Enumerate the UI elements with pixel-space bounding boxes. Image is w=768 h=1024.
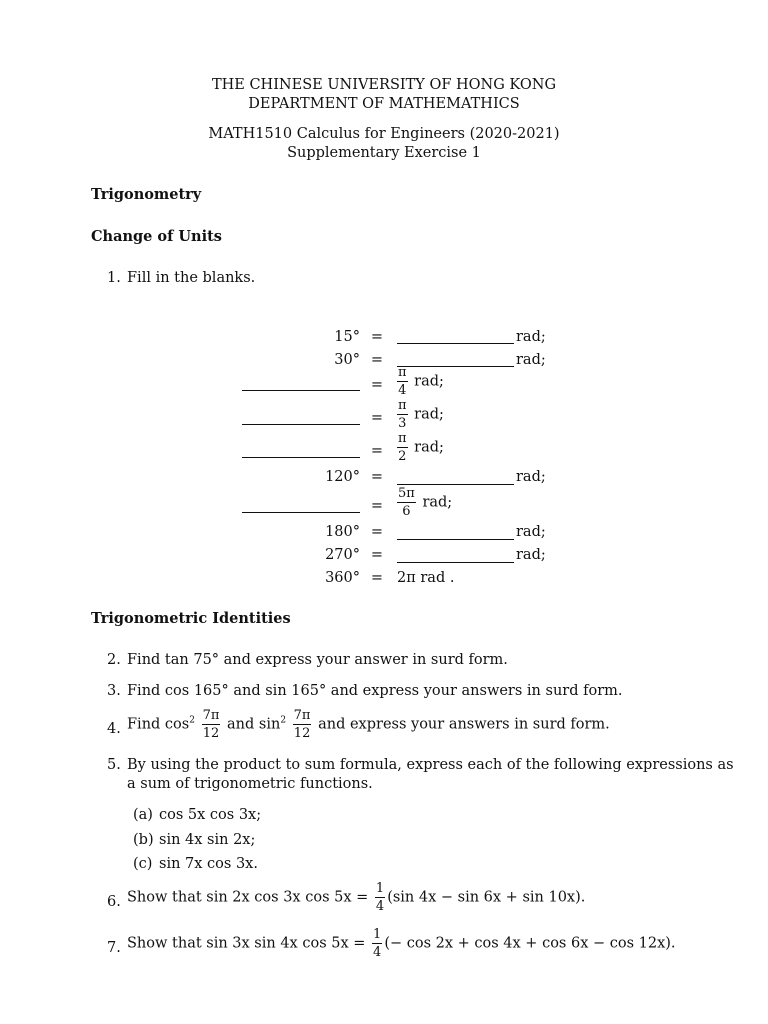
unit-label: rad; xyxy=(516,524,546,540)
unit-label: rad; xyxy=(516,329,546,345)
part-label: (b) xyxy=(133,832,154,848)
question-text: By using the product to sum formula, express each of the following expressions as xyxy=(127,757,734,773)
equals-sign: = xyxy=(370,377,384,393)
identity-lhs: Show that sin 3x sin 4x cos 5x = xyxy=(127,935,366,952)
exercise-title: Supplementary Exercise 1 xyxy=(287,145,481,161)
degree-value: 360° xyxy=(325,570,360,586)
identity-rhs: (sin 4x − sin 6x + sin 10x). xyxy=(387,889,586,906)
question-text: Find cos 165° and sin 165° and express your answers in surd form. xyxy=(127,683,623,699)
equals-sign: = xyxy=(370,469,384,485)
answer-blank[interactable] xyxy=(242,424,360,425)
radian-answer: 2π rad . xyxy=(397,570,455,586)
equals-sign: = xyxy=(370,498,384,514)
answer-blank[interactable] xyxy=(242,512,360,513)
section-trigonometry: Trigonometry xyxy=(91,186,202,203)
fraction-denominator: 4 xyxy=(375,899,385,914)
question-text: a sum of trigonometric functions. xyxy=(127,776,373,792)
unit-label: rad; xyxy=(516,469,546,485)
question-number: 6. xyxy=(107,894,121,910)
fraction-denominator: 12 xyxy=(202,726,220,741)
section-change-of-units: Change of Units xyxy=(91,228,222,245)
equals-sign: = xyxy=(370,524,384,540)
unit-label: rad; xyxy=(414,439,444,456)
question-text-part: and sin xyxy=(227,716,281,733)
fraction-numerator: 1 xyxy=(373,927,382,942)
fraction-numerator: 5π xyxy=(398,486,415,501)
degree-value: 120° xyxy=(325,469,360,485)
fraction-numerator: π xyxy=(398,365,407,380)
department-title: DEPARTMENT OF MATHEMATHICS xyxy=(248,96,520,112)
unit-label: rad; xyxy=(414,406,444,423)
question-number: 5. xyxy=(107,757,121,773)
degree-value: 30° xyxy=(334,352,360,368)
fraction-denominator: 2 xyxy=(398,449,407,464)
fraction-denominator: 3 xyxy=(398,416,407,431)
question-text xyxy=(127,882,585,913)
equals-sign: = xyxy=(370,443,384,459)
part-expression: sin 4x sin 2x; xyxy=(159,832,256,848)
question-number: 3. xyxy=(107,683,121,699)
part-expression: cos 5x cos 3x; xyxy=(159,807,262,823)
fraction-numerator: π xyxy=(398,398,407,413)
university-title: THE CHINESE UNIVERSITY OF HONG KONG xyxy=(211,77,557,93)
unit-label: rad; xyxy=(516,352,546,368)
fraction-denominator: 12 xyxy=(293,726,311,741)
unit-label: rad; xyxy=(516,547,546,563)
course-title: MATH1510 Calculus for Engineers (2020-2021) xyxy=(208,126,560,142)
fraction-numerator: 7π xyxy=(293,708,311,723)
question-text: Fill in the blanks. xyxy=(127,270,256,286)
answer-blank[interactable] xyxy=(242,390,360,391)
fraction-denominator: 4 xyxy=(398,383,407,398)
question-number: 7. xyxy=(107,940,121,956)
equals-sign: = xyxy=(370,329,384,345)
question-number: 1. xyxy=(107,270,121,286)
question-number: 2. xyxy=(107,652,121,668)
answer-blank[interactable] xyxy=(242,457,360,458)
degree-value: 270° xyxy=(325,547,360,563)
part-expression: sin 7x cos 3x. xyxy=(159,856,258,872)
fraction-numerator: 7π xyxy=(202,708,220,723)
fraction-numerator: 1 xyxy=(375,881,385,896)
answer-blank[interactable] xyxy=(397,539,514,540)
radian-fraction xyxy=(395,432,444,463)
equals-sign: = xyxy=(370,570,384,586)
fraction-denominator: 4 xyxy=(373,945,382,960)
question-text: Find tan 75° and express your answer in surd form. xyxy=(127,652,508,668)
equals-sign: = xyxy=(370,352,384,368)
question-number: 4. xyxy=(107,721,121,737)
answer-blank[interactable] xyxy=(397,562,514,563)
radian-fraction xyxy=(395,366,444,397)
fraction-denominator: 6 xyxy=(402,504,411,519)
part-label: (a) xyxy=(133,807,153,823)
radian-fraction xyxy=(395,399,444,430)
exponent: 2 xyxy=(189,715,195,726)
degree-value: 180° xyxy=(325,524,360,540)
degree-value: 15° xyxy=(334,329,360,345)
answer-blank[interactable] xyxy=(397,343,514,344)
question-text xyxy=(127,709,610,740)
fraction-numerator: π xyxy=(398,431,407,446)
unit-label: rad; xyxy=(422,494,453,511)
equals-sign: = xyxy=(370,547,384,563)
section-trigonometric-identities: Trigonometric Identities xyxy=(91,610,291,627)
identity-rhs: (− cos 2x + cos 4x + cos 6x − cos 12x). xyxy=(384,935,676,952)
question-text-part: and express your answers in surd form. xyxy=(318,716,610,733)
radian-fraction xyxy=(395,487,452,518)
question-text xyxy=(127,928,676,959)
part-label: (c) xyxy=(133,856,153,872)
identity-lhs: Show that sin 2x cos 3x cos 5x = xyxy=(127,889,369,906)
exponent: 2 xyxy=(280,715,287,726)
unit-label: rad; xyxy=(414,373,444,390)
question-text-part: Find cos xyxy=(127,716,190,733)
answer-blank[interactable] xyxy=(397,484,514,485)
equals-sign: = xyxy=(370,410,384,426)
